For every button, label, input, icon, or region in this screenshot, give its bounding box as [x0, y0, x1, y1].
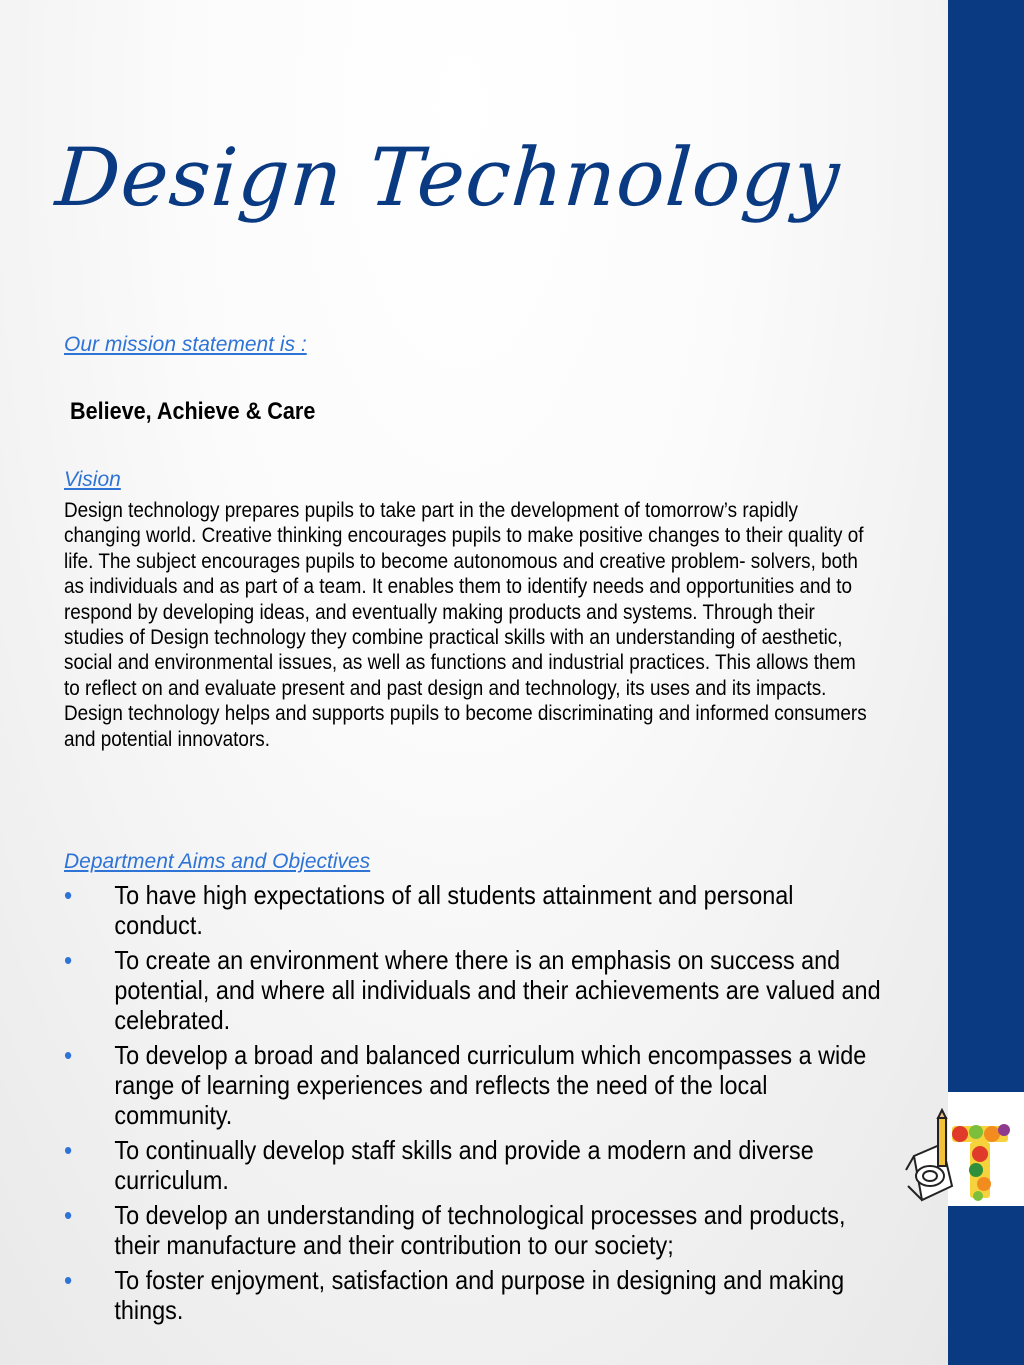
- list-item: [64, 1135, 883, 1195]
- list-item: [64, 945, 883, 1035]
- mission-motto: Believe, Achieve & Care: [70, 398, 316, 425]
- dt-logo-icon: [900, 1108, 1024, 1212]
- vision-heading: Vision: [64, 468, 121, 491]
- aim-text: To foster enjoyment, satisfaction and purpose in designing and making things.: [114, 1265, 845, 1325]
- list-item: [64, 1265, 883, 1325]
- list-item: [64, 1040, 883, 1130]
- bullet-icon: •: [64, 945, 73, 975]
- aim-text: To continually develop staff skills and provide a modern and diverse curriculum.: [114, 1135, 814, 1195]
- list-item: [64, 880, 883, 940]
- aim-text: To create an environment where there is an emphasis on success and potential, and where all individuals and their achievements are valued and celebrated.: [114, 945, 881, 1035]
- list-item: [64, 1200, 883, 1260]
- aim-text: To develop an understanding of technological processes and products, their manufacture and their contribution to our society;: [114, 1200, 846, 1260]
- aims-list: [64, 880, 883, 1330]
- page-title: Design Technology: [52, 131, 844, 224]
- bullet-icon: •: [64, 880, 73, 910]
- mission-statement-label: Our mission statement is :: [64, 333, 307, 356]
- aim-text: To develop a broad and balanced curriculum which encompasses a wide range of learning experiences and reflects the need of the local community.: [114, 1040, 867, 1130]
- bullet-icon: •: [64, 1200, 73, 1230]
- vision-paragraph: Design technology prepares pupils to take part in the development of tomorrow’s rapidly changing world. Creative thinking encourages pupils to make positive changes to their quality of life. The subject encourages pupils to become autonomous and creative problem- solvers, both as individuals and as part of a team. It enables them to identify needs and opportunities and to respond by developing ideas, and eventually making products and systems. Through their studies of Design technology they combine practical skills with an understanding of aesthetic, social and environmental issues, as well as functions and industrial practices. This allows them to reflect on and evaluate present and past design and technology, its uses and its impacts. Design technology helps and supports pupils to become discriminating and informed consumers and potential innovators.: [64, 499, 867, 751]
- aims-heading: Department Aims and Objectives: [64, 850, 371, 873]
- bullet-icon: •: [64, 1135, 73, 1165]
- bullet-icon: •: [64, 1040, 73, 1070]
- aim-text: To have high expectations of all students attainment and personal conduct.: [114, 880, 794, 940]
- bullet-icon: •: [64, 1265, 73, 1295]
